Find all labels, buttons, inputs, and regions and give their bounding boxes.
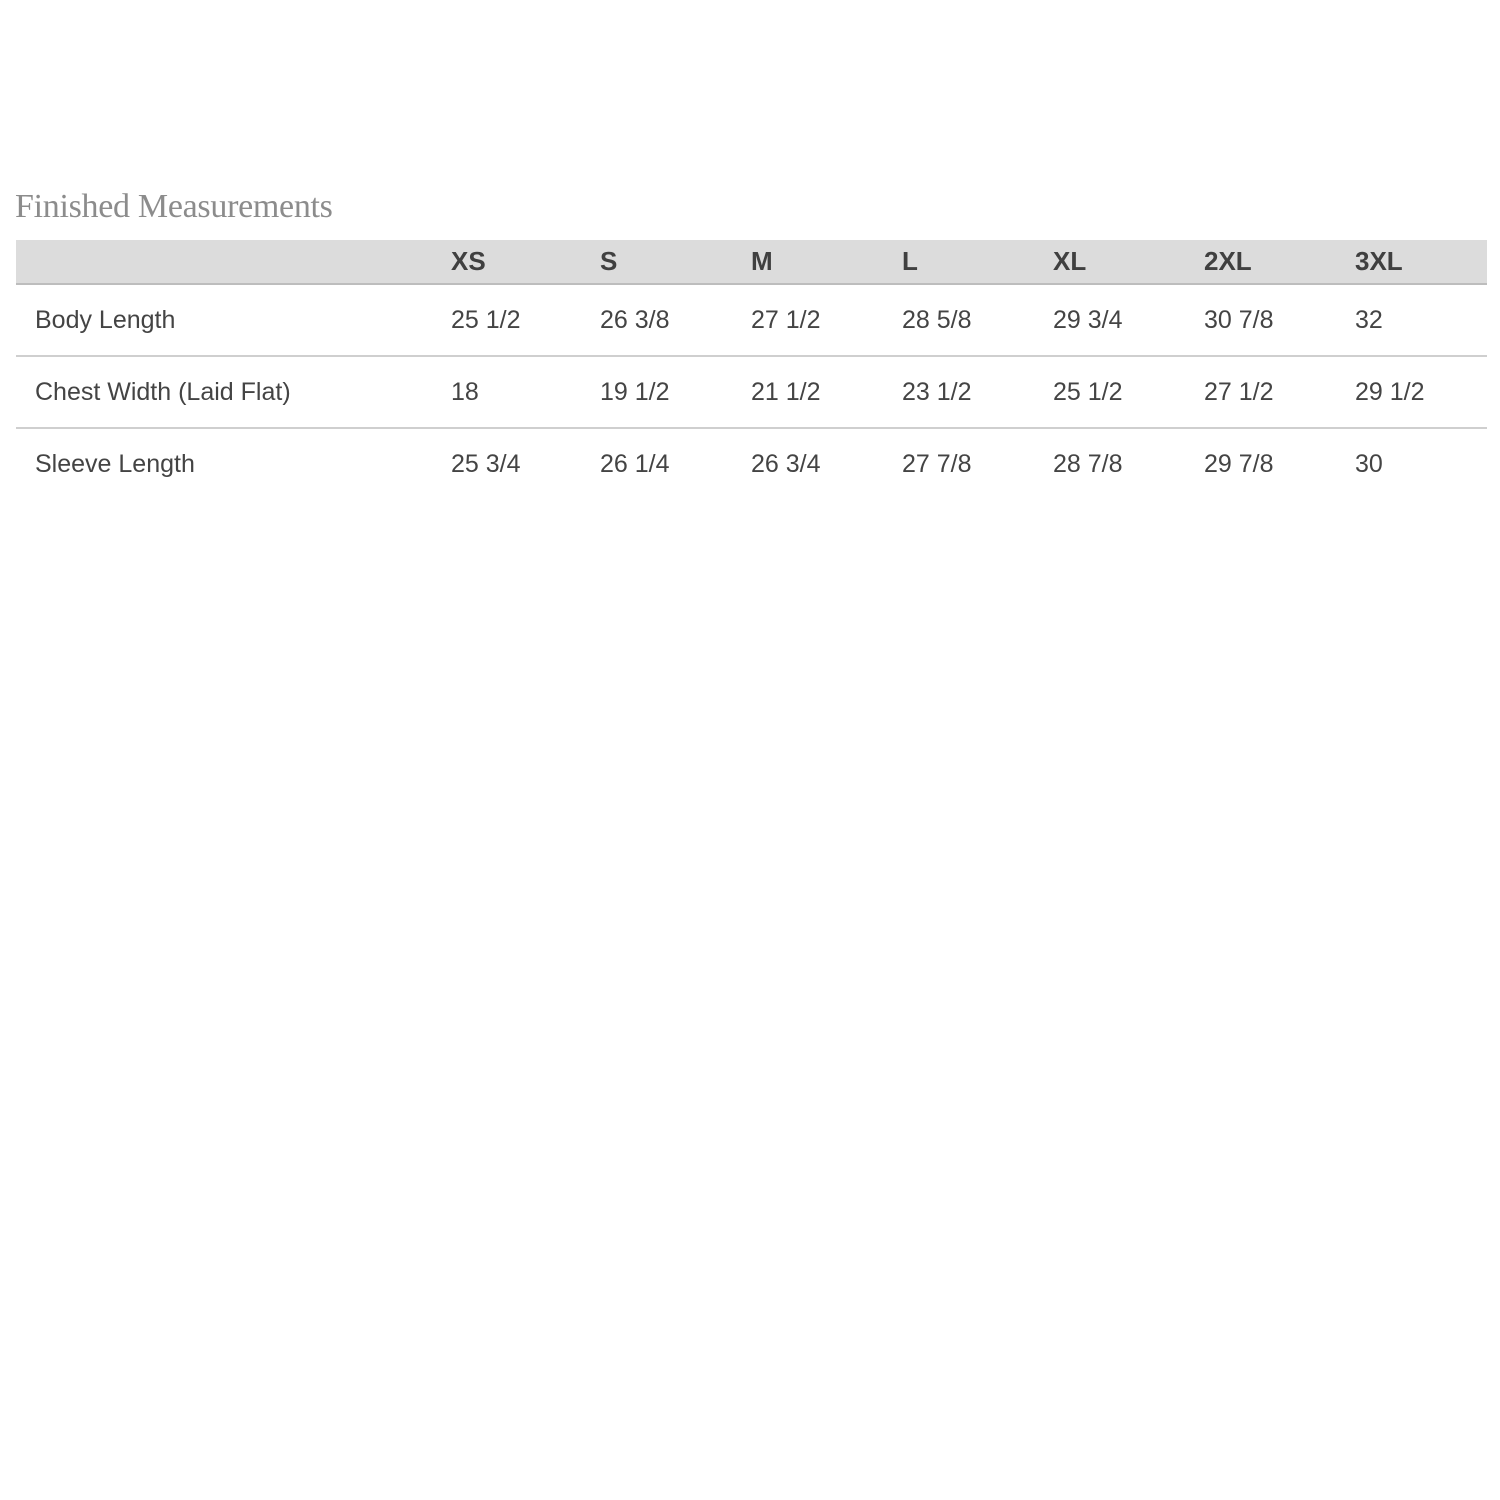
page-title: Finished Measurements <box>15 188 333 225</box>
header-cell-2xl: 2XL <box>1204 246 1252 276</box>
table-cell: 27 1/2 <box>751 305 821 334</box>
table-cell: 28 5/8 <box>902 305 972 334</box>
table-cell: 29 3/4 <box>1053 305 1123 334</box>
table-cell: 23 1/2 <box>902 377 972 406</box>
header-cell-xs: XS <box>451 246 486 276</box>
table-cell: 29 1/2 <box>1355 377 1425 406</box>
table-cell: 19 1/2 <box>600 377 670 406</box>
header-cell-measurement <box>16 240 451 284</box>
header-cell-s: S <box>600 246 618 276</box>
row-label: Body Length <box>35 305 176 334</box>
table-row <box>16 428 1487 499</box>
table-cell: 27 1/2 <box>1204 377 1274 406</box>
table-cell: 26 3/8 <box>600 305 670 334</box>
table-header-row <box>16 240 1487 284</box>
header-cell-xl: XL <box>1053 246 1087 276</box>
table-cell: 25 1/2 <box>451 305 521 334</box>
table-cell: 25 1/2 <box>1053 377 1123 406</box>
table-cell: 18 <box>451 377 479 406</box>
table-cell: 26 3/4 <box>751 449 821 478</box>
table-cell: 30 <box>1355 449 1383 478</box>
row-label: Sleeve Length <box>35 449 195 478</box>
table-cell: 21 1/2 <box>751 377 821 406</box>
table-cell: 30 7/8 <box>1204 305 1274 334</box>
table-cell: 25 3/4 <box>451 449 521 478</box>
table-cell: 32 <box>1355 305 1383 334</box>
table-cell: 26 1/4 <box>600 449 670 478</box>
table-cell: 29 7/8 <box>1204 449 1274 478</box>
header-cell-l: L <box>902 246 918 276</box>
header-cell-m: M <box>751 246 773 276</box>
table-cell: 27 7/8 <box>902 449 972 478</box>
header-cell-3xl: 3XL <box>1355 246 1403 276</box>
table-cell: 28 7/8 <box>1053 449 1123 478</box>
size-chart-table <box>16 240 1487 499</box>
table-row <box>16 284 1487 356</box>
table-row <box>16 356 1487 428</box>
row-label: Chest Width (Laid Flat) <box>35 377 291 406</box>
